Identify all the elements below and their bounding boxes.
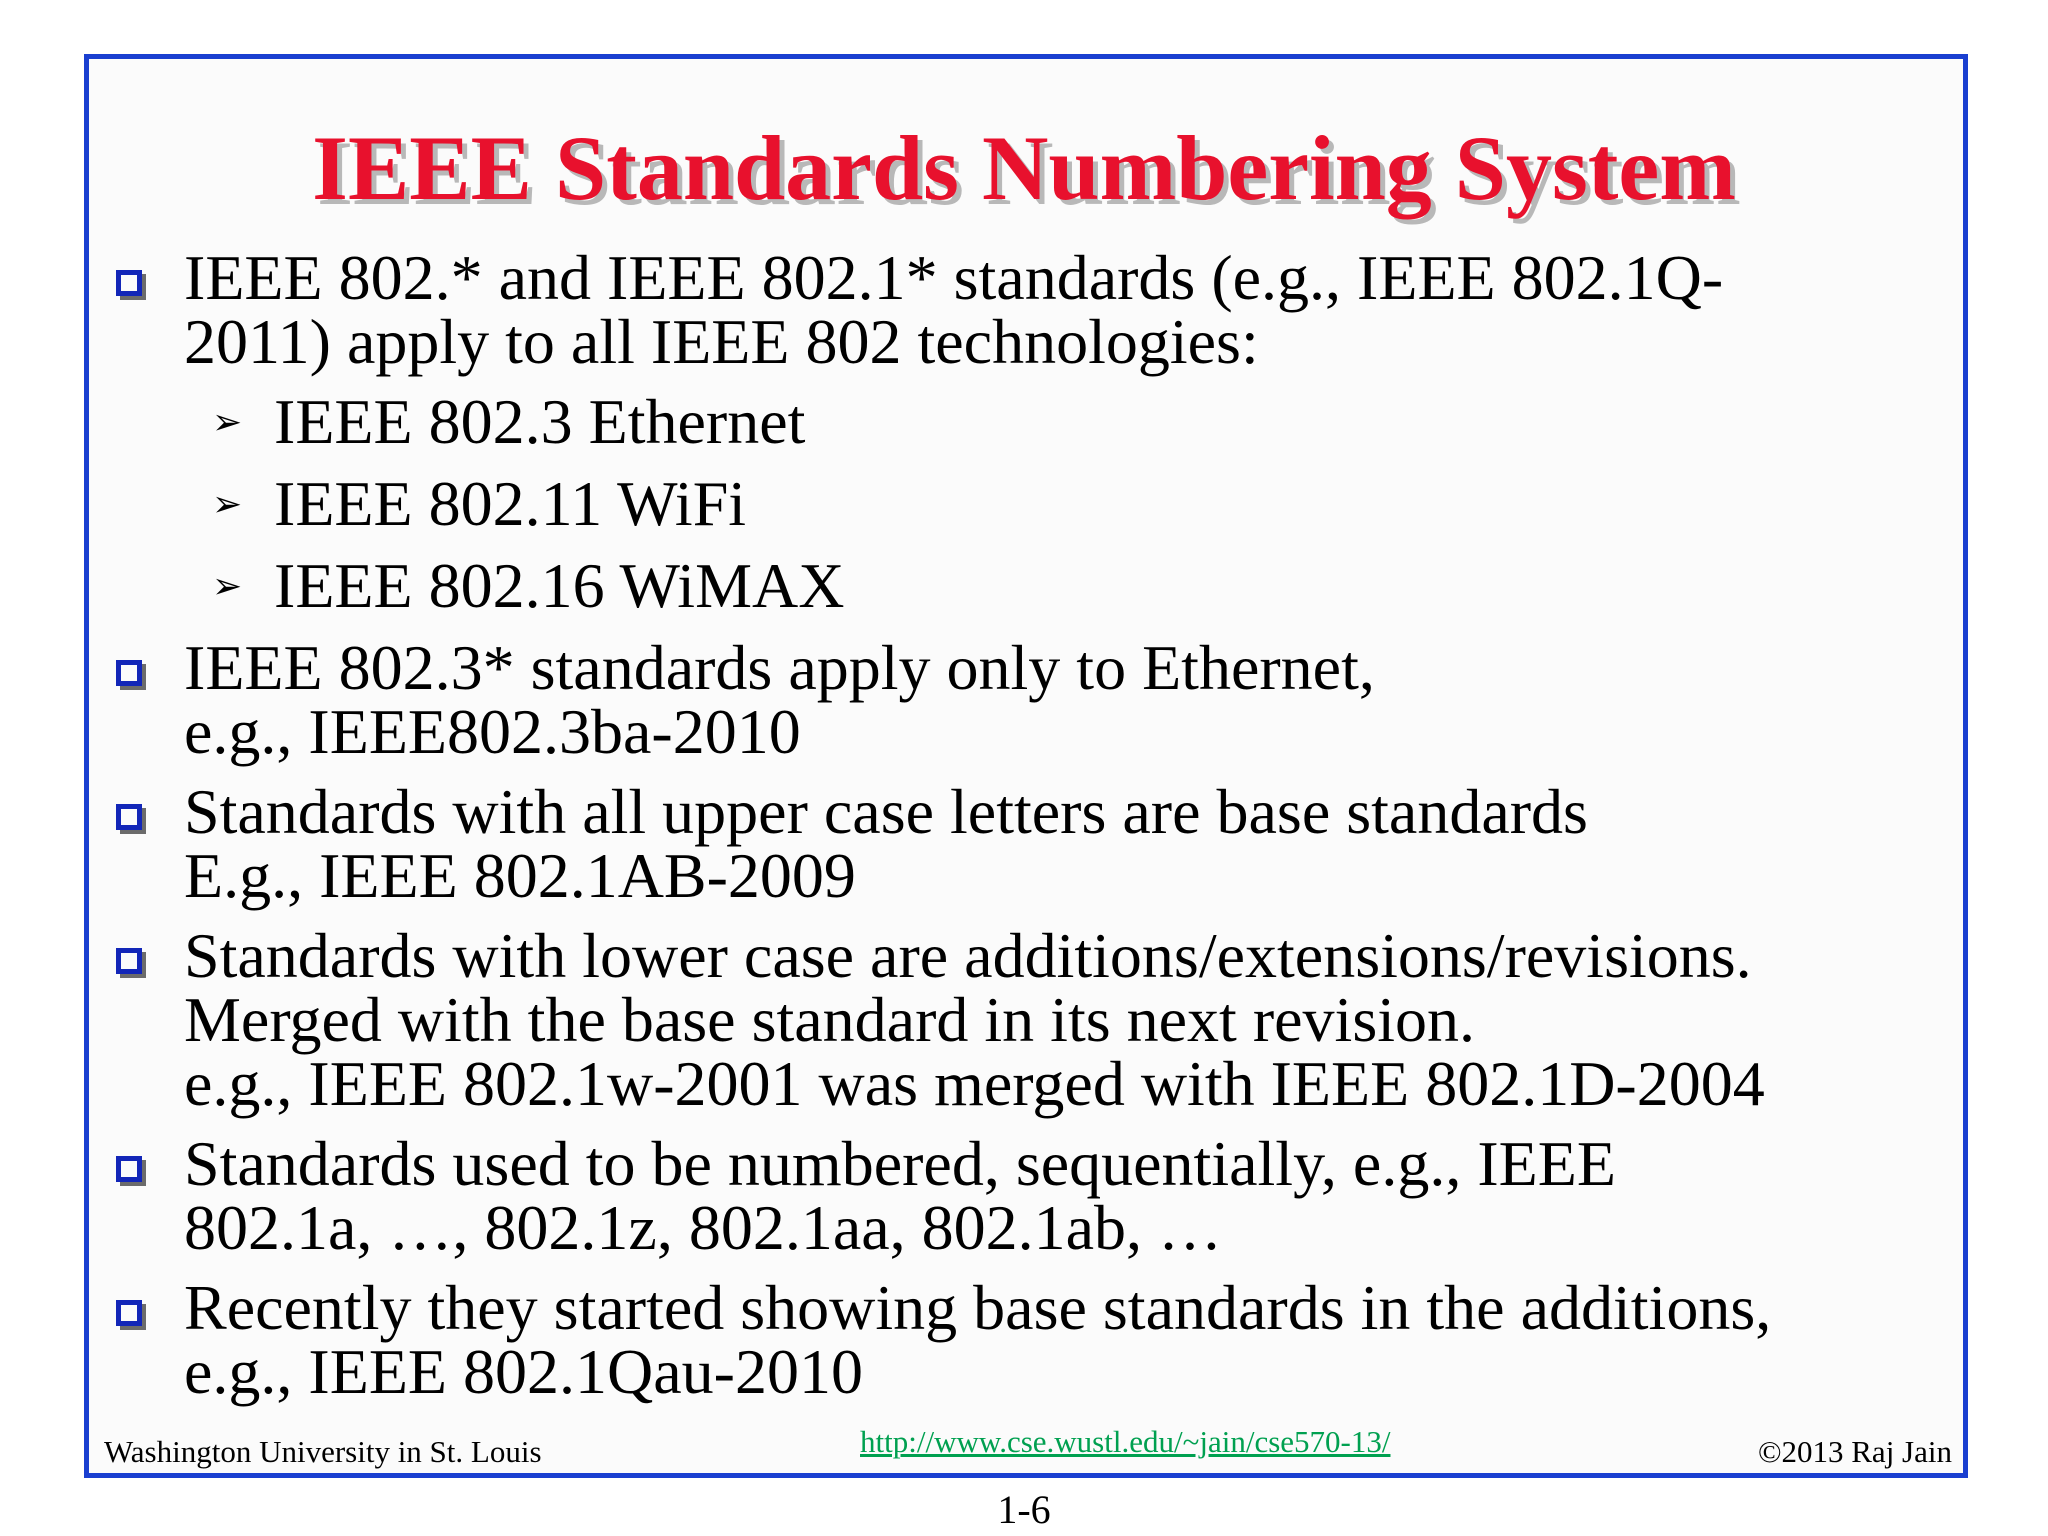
bullet-text: e.g., IEEE 802.1Qau-2010	[184, 1336, 863, 1407]
sub-bullet-text: IEEE 802.16 WiMAX	[274, 550, 845, 621]
hollow-square-bullet-icon	[116, 270, 142, 296]
page-number: 1-6	[997, 1487, 1051, 1532]
bullet-item	[112, 242, 1952, 377]
hollow-square-bullet-icon	[116, 804, 142, 830]
bullet-item	[112, 1272, 1952, 1407]
bullet-item	[112, 920, 1952, 1119]
sub-bullet-item	[112, 550, 1952, 621]
hollow-square-bullet-icon	[116, 1156, 142, 1182]
bullet-text: 2011) apply to all IEEE 802 technologies:	[184, 306, 1259, 377]
bullet-text: E.g., IEEE 802.1AB-2009	[184, 840, 856, 911]
sub-bullet-item	[112, 468, 1952, 539]
bullet-item	[112, 632, 1952, 767]
bullet-item	[112, 1128, 1952, 1263]
bullet-text: e.g., IEEE802.3ba-2010	[184, 696, 801, 767]
bullet-text: e.g., IEEE 802.1w-2001 was merged with IEEE 802.1D-2004	[184, 1048, 1765, 1119]
slide-content	[112, 242, 1952, 1420]
bullet-text: Standards with lower case are additions/extensions/revisions.	[184, 920, 1752, 991]
arrowhead-bullet-icon: ➢	[212, 402, 243, 442]
hollow-square-bullet-icon	[116, 1300, 142, 1326]
bullet-text: Recently they started showing base standards in the additions,	[184, 1272, 1772, 1343]
sub-bullet-item	[112, 386, 1952, 457]
bullet-text: 802.1a, …, 802.1z, 802.1aa, 802.1ab, …	[184, 1192, 1223, 1263]
bullet-text: IEEE 802.3* standards apply only to Ethernet,	[184, 632, 1375, 703]
bullet-item	[112, 776, 1952, 911]
sub-bullet-text: IEEE 802.3 Ethernet	[274, 386, 806, 457]
slide-title: IEEE Standards Numbering System	[312, 117, 1736, 219]
hollow-square-bullet-icon	[116, 948, 142, 974]
footer-url-link[interactable]: http://www.cse.wustl.edu/~jain/cse570-13/	[860, 1424, 1391, 1459]
bullet-text: IEEE 802.* and IEEE 802.1* standards (e.g., IEEE 802.1Q-	[184, 242, 1724, 313]
hollow-square-bullet-icon	[116, 660, 142, 686]
sub-bullet-list	[112, 386, 1952, 621]
arrowhead-bullet-icon: ➢	[212, 484, 243, 524]
bullet-text: Standards used to be numbered, sequentially, e.g., IEEE	[184, 1128, 1616, 1199]
footer-copyright: ©2013 Raj Jain	[1757, 1434, 1952, 1469]
sub-bullet-text: IEEE 802.11 WiFi	[274, 468, 747, 539]
bullet-text: Standards with all upper case letters are base standards	[184, 776, 1588, 847]
arrowhead-bullet-icon: ➢	[212, 566, 243, 606]
footer-institution: Washington University in St. Louis	[104, 1434, 542, 1469]
bullet-text: Merged with the base standard in its next revision.	[184, 984, 1475, 1055]
